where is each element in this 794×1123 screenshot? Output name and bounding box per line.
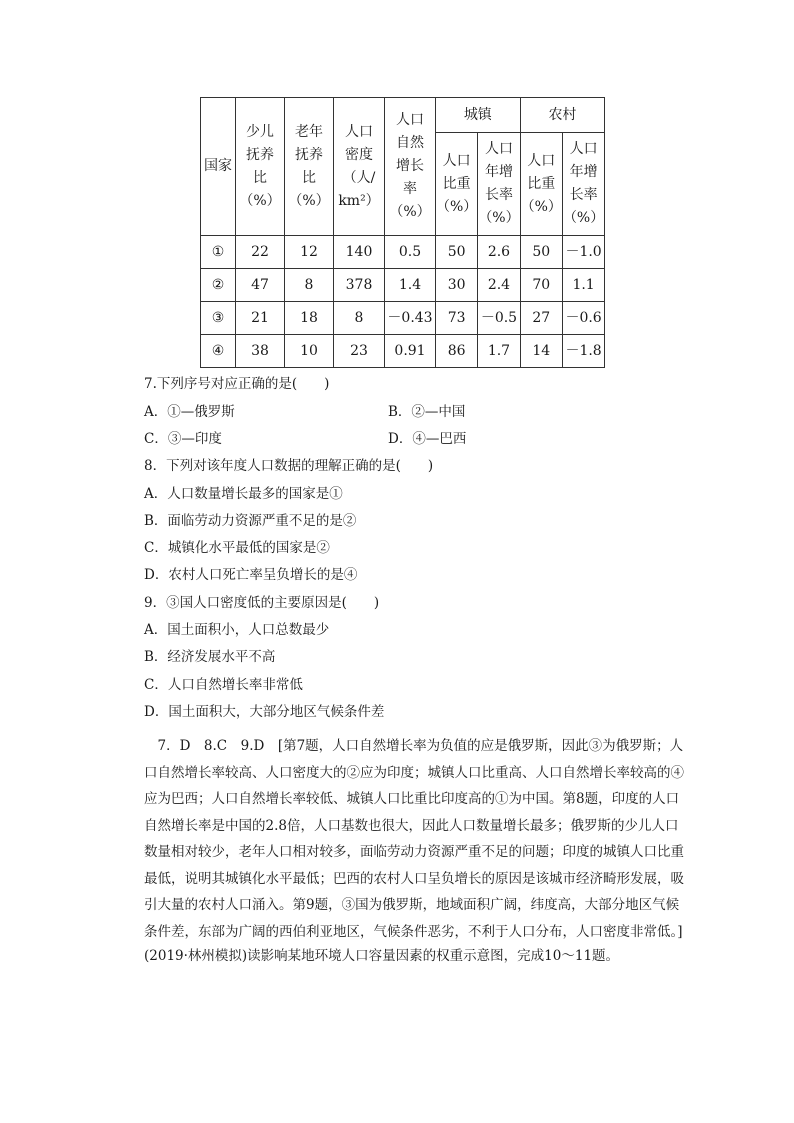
source-line: (2019·林州模拟)读影响某地环境人口容量因素的权重示意图，完成10～11题。 [144, 948, 620, 964]
cell-rural-share: 27 [520, 302, 562, 335]
cell-child: 21 [236, 302, 285, 335]
header-density: 人口 密度 （人/ km²） [334, 98, 385, 236]
table-row [201, 335, 605, 368]
question-9-stem: 9．③国人口密度低的主要原因是( ) [144, 595, 380, 611]
answer-line: 条件差，东部为广阔的西伯利亚地区，气候条件恶劣，不利于人口分布，人口密度非常低。] [144, 923, 683, 940]
header-urban-share: 人口 比重 （%） [436, 133, 478, 236]
header-urban-growth: 人口 年增 长率 （%） [478, 133, 520, 236]
question-7-option-b: B．②—中国 [388, 404, 466, 420]
cell-old: 8 [285, 269, 334, 302]
answer-line: 7．D 8.C 9.D [第7题，人口自然增长率为负值的应是俄罗斯，因此③为俄罗斯；人 [144, 738, 684, 754]
question-8-option-a: A．人口数量增长最多的国家是① [144, 486, 343, 502]
cell-old: 10 [285, 335, 334, 368]
question-8-stem: 8．下列对该年度人口数据的理解正确的是( ) [144, 458, 434, 474]
cell-child: 22 [236, 236, 285, 269]
header-urban: 城镇 [436, 98, 521, 133]
question-7-option-d: D．④—巴西 [388, 431, 467, 447]
cell-natural: 0.91 [385, 335, 436, 368]
cell-density: 378 [334, 269, 385, 302]
question-9-option-c: C．人口自然增长率非常低 [144, 677, 303, 693]
question-7-stem: 7.下列序号对应正确的是( ) [144, 376, 330, 392]
cell-rural-share: 14 [520, 335, 562, 368]
answer-line: 口自然增长率较高、人口密度大的②应为印度；城镇人口比重高、人口自然增长率较高的④ [144, 764, 684, 781]
country-id: ① [201, 236, 236, 269]
question-8-option-d: D．农村人口死亡率呈负增长的是④ [144, 567, 358, 583]
table-row [201, 269, 605, 302]
header-old-dependency: 老年 抚养 比 （%） [285, 98, 334, 236]
answer-explanation [144, 733, 684, 945]
cell-rural-growth: 1.1 [562, 269, 604, 302]
question-8-option-c: C．城镇化水平最低的国家是② [144, 540, 330, 556]
cell-urban-growth: 2.4 [478, 269, 520, 302]
answer-line: 自然增长率是中国的2.8倍，人口基数也很大，因此人口数量增长最多；俄罗斯的少儿人口 [144, 817, 679, 834]
cell-rural-growth: －1.0 [562, 236, 604, 269]
header-rural-growth: 人口 年增 长率 （%） [562, 133, 604, 236]
answer-line: 数量相对较少，老年人口相对较多，面临劳动力资源严重不足的问题；印度的城镇人口比重 [144, 844, 684, 860]
cell-urban-share: 86 [436, 335, 478, 368]
question-7-option-a: A．①—俄罗斯 [144, 404, 235, 420]
cell-urban-growth: －0.5 [478, 302, 520, 335]
question-9-option-d: D．国土面积大，大部分地区气候条件差 [144, 704, 385, 720]
header-rural: 农村 [520, 98, 605, 133]
cell-urban-growth: 2.6 [478, 236, 520, 269]
header-rural-share: 人口 比重 （%） [520, 133, 562, 236]
cell-natural: 1.4 [385, 269, 436, 302]
question-9-option-a: A．国土面积小，人口总数最少 [144, 622, 330, 638]
question-7-option-c: C．③—印度 [144, 431, 222, 447]
country-id: ② [201, 269, 236, 302]
answer-line: 最低，说明其城镇化水平最低；巴西的农村人口呈负增长的原因是该城市经济畸形发展，吸 [144, 870, 684, 887]
answer-line: 引大量的农村人口涌入。第9题，③国为俄罗斯，地域面积广阔，纬度高，大部分地区气候 [144, 897, 680, 913]
question-8-option-b: B．面临劳动力资源严重不足的是② [144, 513, 357, 529]
cell-child: 47 [236, 269, 285, 302]
cell-urban-share: 50 [436, 236, 478, 269]
country-id: ③ [201, 302, 236, 335]
cell-rural-share: 70 [520, 269, 562, 302]
cell-density: 8 [334, 302, 385, 335]
cell-old: 18 [285, 302, 334, 335]
cell-old: 12 [285, 236, 334, 269]
cell-density: 23 [334, 335, 385, 368]
cell-rural-share: 50 [520, 236, 562, 269]
table-row [201, 302, 605, 335]
cell-natural: －0.43 [385, 302, 436, 335]
country-id: ④ [201, 335, 236, 368]
question-9-option-b: B．经济发展水平不高 [144, 649, 276, 665]
table-row [201, 236, 605, 269]
cell-rural-growth: －1.8 [562, 335, 604, 368]
cell-urban-share: 30 [436, 269, 478, 302]
cell-natural: 0.5 [385, 236, 436, 269]
answer-line: 应为巴西；人口自然增长率较低、城镇人口比重比印度高的①为中国。第8题，印度的人口 [144, 791, 680, 807]
cell-child: 38 [236, 335, 285, 368]
cell-rural-growth: －0.6 [562, 302, 604, 335]
header-child-dependency: 少儿 抚养 比 （%） [236, 98, 285, 236]
cell-urban-growth: 1.7 [478, 335, 520, 368]
header-country: 国家 [201, 98, 236, 236]
header-natural-growth: 人口 自然 增长 率 （%） [385, 98, 436, 236]
cell-density: 140 [334, 236, 385, 269]
population-data-table [200, 97, 605, 368]
cell-urban-share: 73 [436, 302, 478, 335]
